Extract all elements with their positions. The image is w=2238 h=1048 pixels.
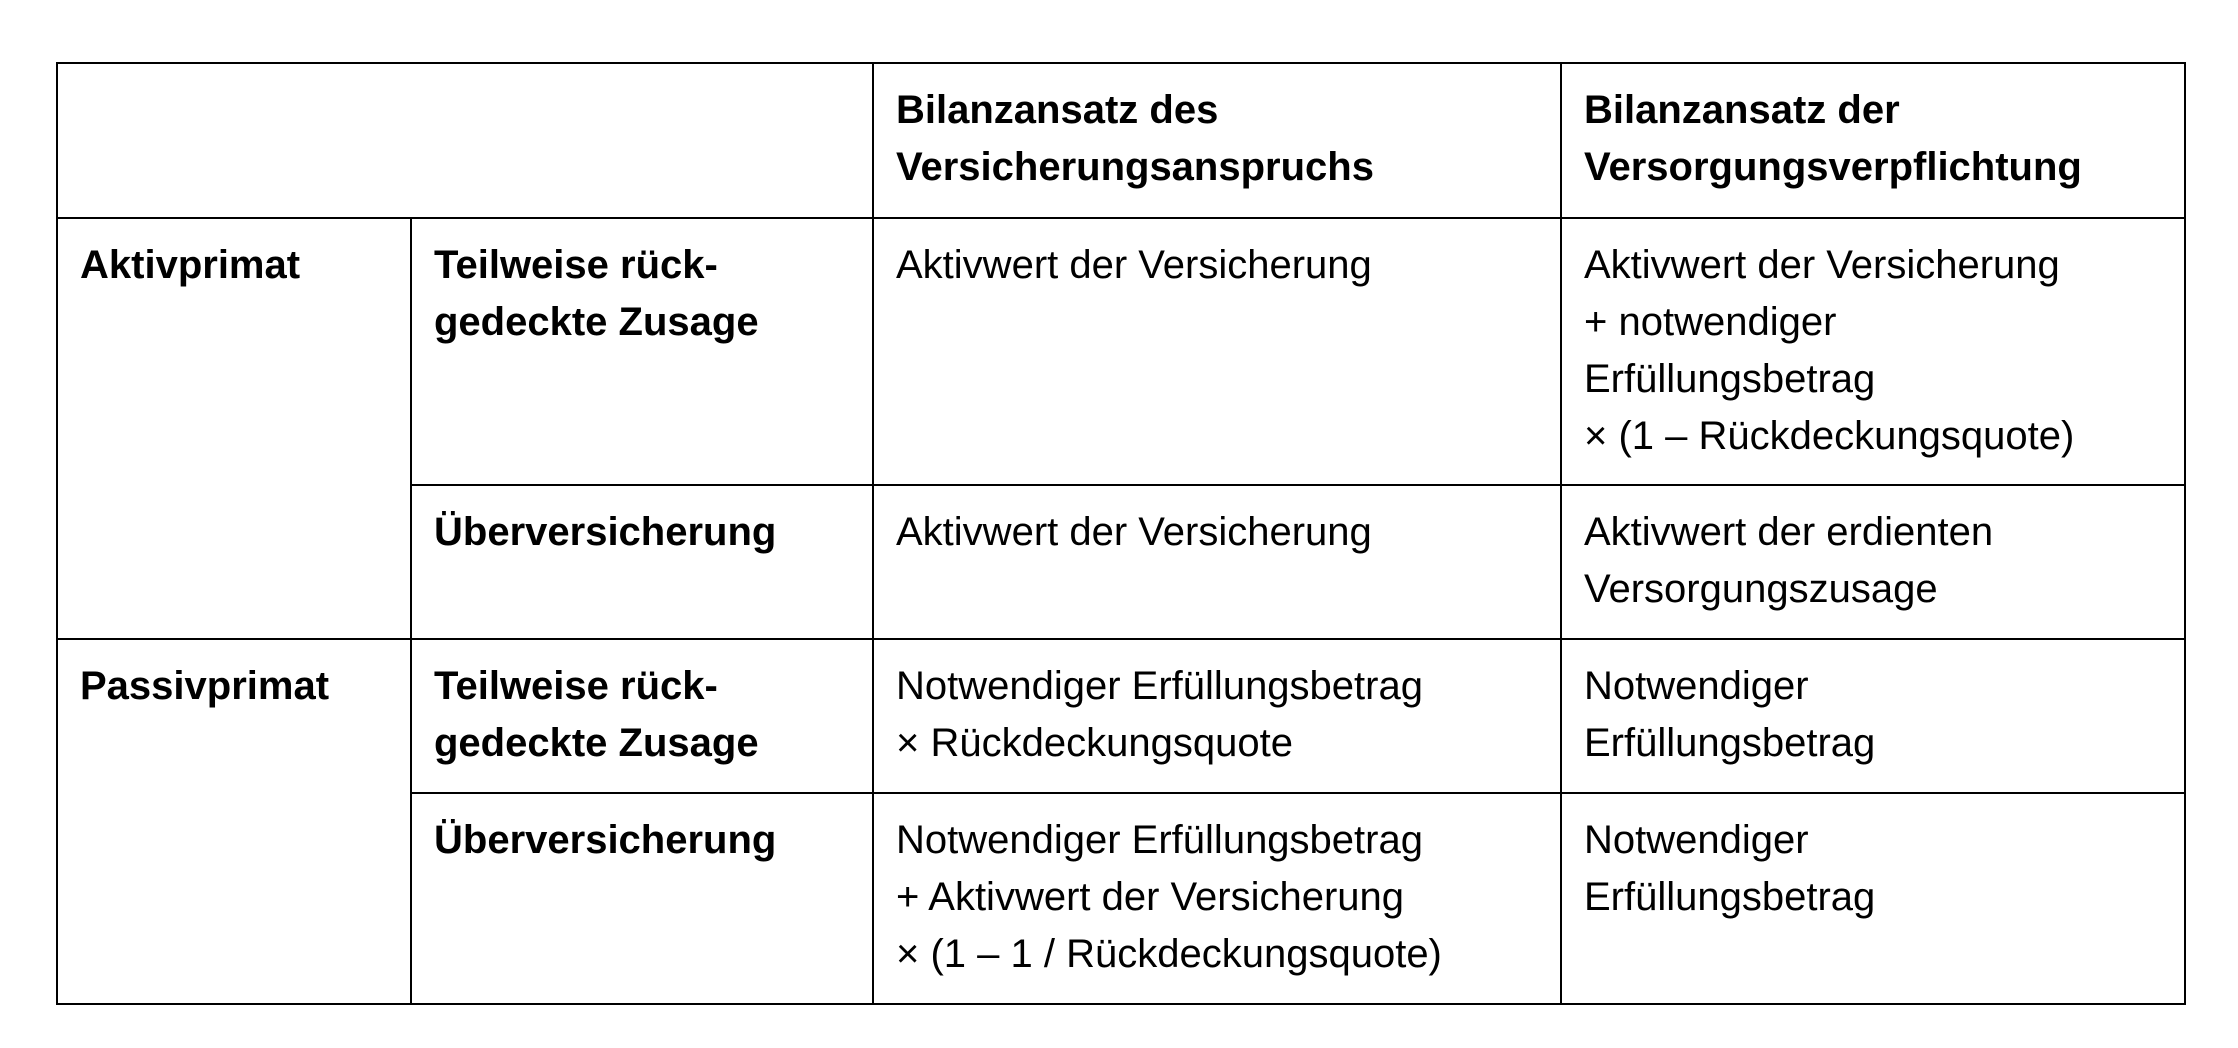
versorgungsverpflichtung-cell [1561, 793, 2185, 1004]
primat-label: Passivprimat [80, 664, 330, 708]
primat-cell-aktivprimat [57, 218, 411, 639]
cell-text-line: Aktivwert der Versicherung [1584, 243, 2060, 287]
case-cell [411, 485, 873, 639]
cell-text-line: Versorgungszusage [1584, 567, 1938, 611]
primat-label: Aktivprimat [80, 243, 301, 287]
balance-sheet-table-container [56, 62, 2184, 1005]
cell-text-line: × (1 – 1 / Rückdeckungsquote) [896, 932, 1442, 976]
cell-text-line: Aktivwert der Versicherung [896, 510, 1372, 554]
header-text-line: Bilanzansatz der [1584, 88, 1900, 132]
case-cell [411, 639, 873, 793]
versorgungsverpflichtung-cell [1561, 639, 2185, 793]
cell-text-line: Aktivwert der Versicherung [896, 243, 1372, 287]
versicherungsanspruch-cell [873, 218, 1561, 485]
header-text-line: Versorgungsverpflichtung [1584, 145, 2082, 189]
case-text-line: gedeckte Zusage [434, 300, 759, 344]
table-row [57, 218, 2185, 485]
case-text-line: Teilweise rück- [434, 243, 718, 287]
versicherungsanspruch-cell [873, 639, 1561, 793]
balance-sheet-table [56, 62, 2186, 1005]
header-versorgungsverpflichtung [1561, 63, 2185, 218]
cell-text-line: Erfüllungsbetrag [1584, 357, 1876, 401]
header-empty-cell [57, 63, 873, 218]
cell-text-line: + Aktivwert der Versicherung [896, 875, 1405, 919]
header-text-line: Versicherungsanspruchs [896, 145, 1374, 189]
cell-text-line: Erfüllungsbetrag [1584, 875, 1876, 919]
case-text-line: gedeckte Zusage [434, 721, 759, 765]
cell-text-line: × Rückdeckungsquote [896, 721, 1293, 765]
primat-cell-passivprimat [57, 639, 411, 1004]
versorgungsverpflichtung-cell [1561, 485, 2185, 639]
case-text-line: Teilweise rück- [434, 664, 718, 708]
case-cell [411, 793, 873, 1004]
cell-text-line: Notwendiger Erfüllungsbetrag [896, 664, 1423, 708]
case-cell [411, 218, 873, 485]
header-row [57, 63, 2185, 218]
versicherungsanspruch-cell [873, 485, 1561, 639]
header-versicherungsanspruch [873, 63, 1561, 218]
header-text-line: Bilanzansatz des [896, 88, 1219, 132]
cell-text-line: Erfüllungsbetrag [1584, 721, 1876, 765]
case-text-line: Überversicherung [434, 510, 777, 554]
cell-text-line: Aktivwert der erdienten [1584, 510, 1994, 554]
cell-text-line: Notwendiger [1584, 818, 1809, 862]
cell-text-line: Notwendiger [1584, 664, 1809, 708]
cell-text-line: + notwendiger [1584, 300, 1837, 344]
cell-text-line: × (1 – Rückdeckungsquote) [1584, 414, 2075, 458]
table-row [57, 639, 2185, 793]
cell-text-line: Notwendiger Erfüllungsbetrag [896, 818, 1423, 862]
case-text-line: Überversicherung [434, 818, 777, 862]
versorgungsverpflichtung-cell [1561, 218, 2185, 485]
versicherungsanspruch-cell [873, 793, 1561, 1004]
